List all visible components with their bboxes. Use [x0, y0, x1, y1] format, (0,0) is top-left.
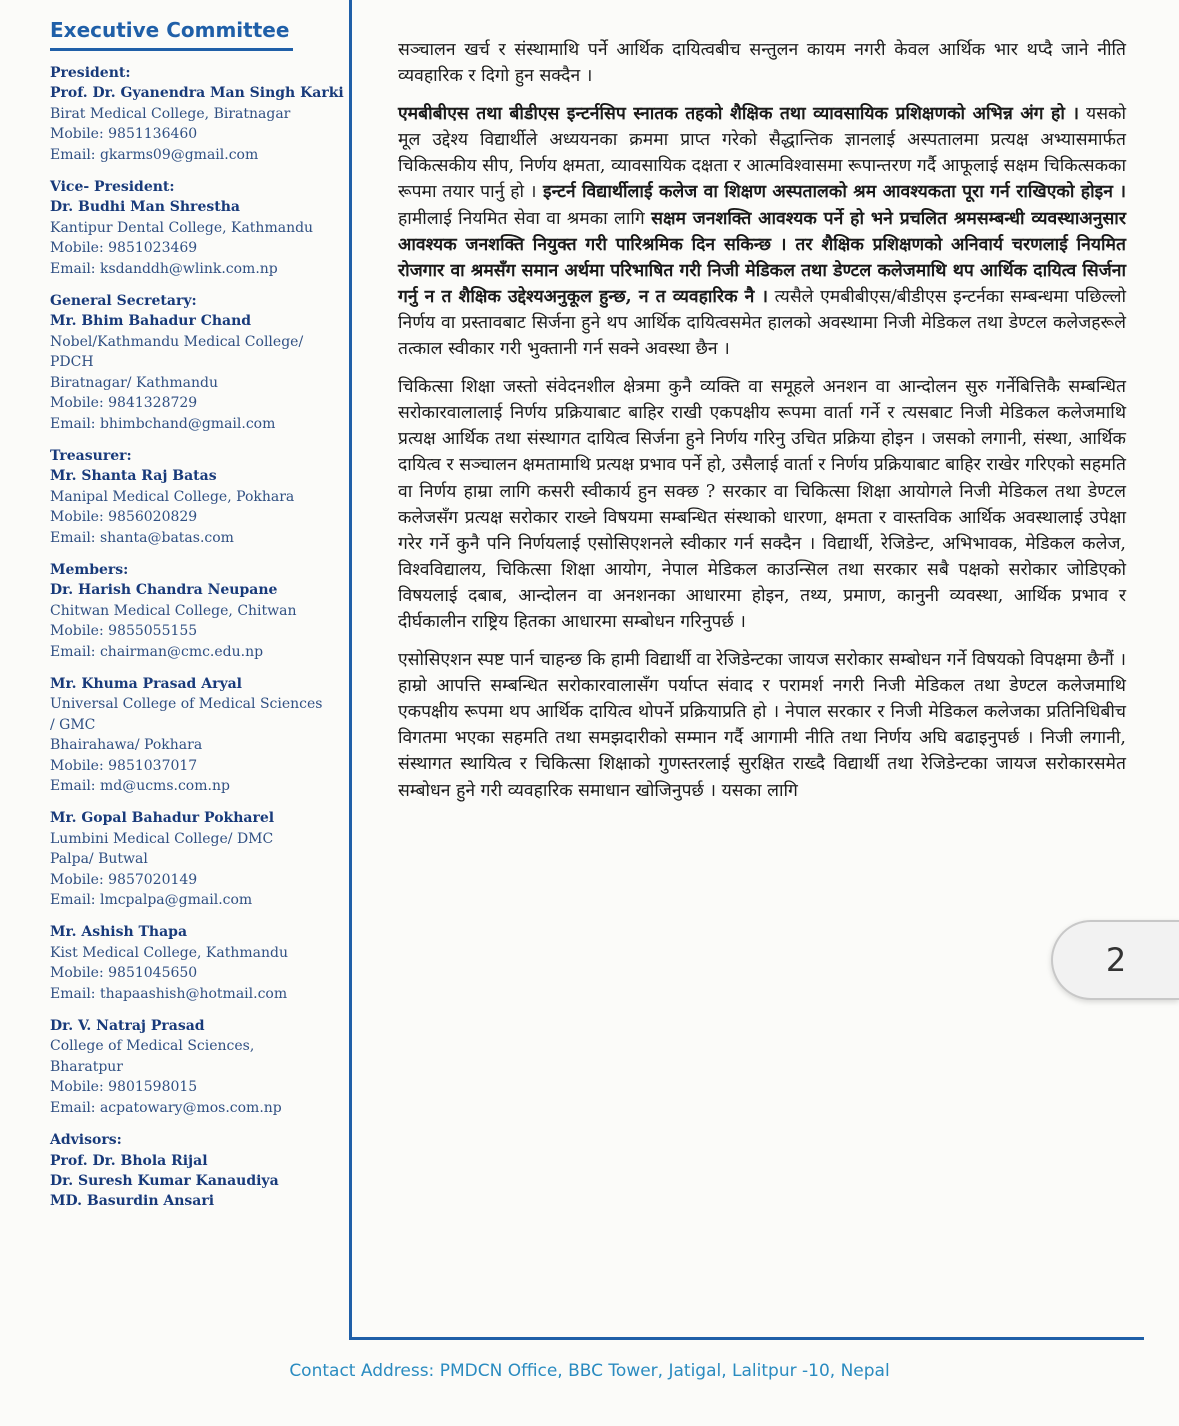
member-detail: Palpa/ Butwal [50, 851, 148, 868]
committee-role: Vice- President: [50, 179, 175, 196]
member-name: Mr. Gopal Bahadur Pokharel [50, 810, 275, 827]
executive-committee-sidebar [50, 14, 345, 1224]
committee-group [50, 922, 345, 1004]
member-name: Mr. Ashish Thapa [50, 924, 188, 941]
member-name: Dr. V. Natraj Prasad [50, 1018, 205, 1035]
committee-role: Members: [50, 561, 129, 578]
member-detail: PDCH [50, 354, 94, 371]
paragraph-text: चिकित्सा शिक्षा जस्तो संवेदनशील क्षेत्रमा कुनै व्यक्ति वा समूहले अनशन वा आन्दोलन सुरु गर्नेबित्तिकै सम्बन्धित सरोकारवालालाई निर्णय प्रक्रियाबाट बाहिर राखी एकपक्षीय रूपमा वार्ता गर्ने र त्यसबाट निजी मेडिकल कलेजमाथि प्रत्यक्ष आर्थिक तथा संस्थागत दायित्व सिर्जना हुने निर्णय गरिनु उचित प्रक्रिया होइन । जसको लगानी, संस्था, आर्थिक दायित्व र सञ्चालन क्षमतामाथि प्रत्यक्ष प्रभाव पर्ने हो, उसैलाई वार्ता र निर्णय प्रक्रियाबाट बाहिर राखेर गरिएको सहमति वा निर्णय हाम्रा लागि कसरी स्वीकार्य हुन सक्छ ? सरकार वा चिकित्सा शिक्षा आयोगले निजी मेडिकल तथा डेण्टल कलेजसँग प्रत्यक्ष सरोकार राख्ने विषयमा सम्बन्धित संस्थाको धारणा, क्षमता र वास्तविक आर्थिक अवस्थालाई उपेक्षा गरेर गर्ने कुनै पनि निर्णयलाई एसोसिएशनले स्वीकार गर्न सक्दैन । विद्यार्थी, रेजिडेन्ट, अभिभावक, मेडिकल कलेज, विश्वविद्यालय, चिकित्सा शिक्षा आयोग, नेपाल मेडिकल काउन्सिल तथा सरकार सबै पक्षको सरोकार जोडिएको विषयलाई दबाब, आन्दोलन वा अनशनका आधारमा होइन, तथ्य, प्रमाण, कानुनी व्यवस्था, आर्थिक प्रभाव र दीर्घकालीन राष्ट्रिय हितका आधारमा सम्बोधन गरिनुपर्छ । [398, 377, 1126, 632]
member-name: Mr. Khuma Prasad Aryal [50, 675, 242, 692]
member-name: Prof. Dr. Bhola Rijal [50, 1152, 208, 1169]
member-detail: Email: lmcpalpa@gmail.com [50, 892, 253, 909]
committee-group [50, 674, 345, 796]
member-name: Dr. Budhi Man Shrestha [50, 199, 240, 216]
member-detail: Mobile: 9851023469 [50, 240, 198, 257]
committee-role: General Secretary: [50, 293, 197, 310]
paragraph-text: सञ्चालन खर्च र संस्थामाथि पर्ने आर्थिक दायित्वबीच सन्तुलन कायम नगरी केवल आर्थिक भार थप्दै जाने नीति व्यवहारिक र दिगो हुन सक्दैन । [398, 40, 1126, 87]
paragraph-text: एसोसिएशन स्पष्ट पार्न चाहन्छ कि हामी विद्यार्थी वा रेजिडेन्टका जायज सरोकार सम्बोधन गर्ने विषयको विपक्षमा छैनौं । हाम्रो आपत्ति सम्बन्धित सरोकारवालासँग पर्याप्त संवाद र परामर्श नगरी निजी मेडिकल तथा डेण्टल कलेजमाथि एकपक्षीय रूपमा थप आर्थिक दायित्व थोपर्ने प्रक्रियाप्रति हो । नेपाल सरकार र निजी मेडिकल कलेजका प्रतिनिधिबीच विगतमा भएका सहमति तथा समझदारीको सम्मान गर्दै आगामी नीति तथा निर्णय अघि बढाइनुपर्छ । निजी लगानी, संस्थागत स्थायित्व र चिकित्सा शिक्षाको गुणस्तरलाई सुरक्षित राख्दै विद्यार्थी तथा रेजिडेन्टका जायज सरोकारसमेत सम्बोधन हुने गरी व्यवहारिक समाधान खोजिनुपर्छ । यसका लागि [398, 650, 1126, 801]
member-detail: Email: md@ucms.com.np [50, 778, 230, 794]
page-number: 2 [1105, 941, 1127, 979]
member-detail: Manipal Medical College, Pokhara [50, 488, 295, 505]
contact-footer: Contact Address: PMDCN Office, BBC Tower, Jatigal, Lalitpur -10, Nepal [289, 1361, 890, 1381]
member-name: Dr. Suresh Kumar Kanaudiya [50, 1172, 279, 1189]
member-detail: Chitwan Medical College, Chitwan [50, 602, 297, 619]
member-detail: Bhairahawa/ Pokhara [50, 737, 203, 754]
vertical-divider [349, 0, 352, 1340]
member-detail: Kantipur Dental College, Kathmandu [50, 219, 314, 236]
paragraph-text: यसको मूल उद्देश्य विद्यार्थीले अध्ययनका क्रममा प्राप्त गरेको सैद्धान्तिक ज्ञानलाई अस्पतालमा प्रत्यक्ष अभ्यासमार्फत चिकित्सकीय सीप, निर्णय क्षमता, व्यावसायिक दक्षता र आत्मविश्वासमा रूपान्तरण गर्दै आफूलाई सक्षम चिकित्सकका रूपमा तयार पार्नु हो । [398, 104, 1126, 203]
member-name: MD. Basurdin Ansari [50, 1193, 215, 1210]
member-detail: Mobile: 9801598015 [50, 1079, 198, 1096]
committee-role: President: [50, 65, 131, 81]
letter-paragraph [398, 647, 1126, 804]
member-detail: Birat Medical College, Biratnagar [50, 105, 291, 122]
member-name: Mr. Bhim Bahadur Chand [50, 313, 252, 330]
committee-group [50, 1016, 345, 1118]
member-detail: Email: thapaashish@hotmail.com [50, 985, 288, 1002]
member-detail: Email: bhimbchand@gmail.com [50, 415, 276, 432]
member-detail: Email: ksdanddh@wlink.com.np [50, 260, 278, 277]
emphasized-text: सक्षम जनशक्ति आवश्यक पर्ने हो भने प्रचलित श्रमसम्बन्धी व्यवस्थाअनुसार आवश्यक जनशक्ति नियुक्त गरी पारिश्रमिक दिन सकिन्छ । तर शैक्षिक प्रशिक्षणको अनिवार्य चरणलाई नियमित रोजगार वा श्रमसँग समान अर्थमा परिभाषित गरी निजी मेडिकल तथा डेण्टल कलेजमाथि थप आर्थिक दायित्व सिर्जना गर्नु न त शैक्षिक उद्देश्यअनुकूल हुन्छ, न त व्यवहारिक नै । [398, 208, 1126, 307]
committee-group [50, 63, 345, 165]
letter-paragraph [398, 374, 1126, 635]
member-detail: Mobile: 9857020149 [50, 871, 198, 888]
committee-list [50, 63, 345, 1212]
committee-group [50, 446, 345, 548]
sidebar-title: Executive Committee [50, 14, 293, 51]
committee-role: Advisors: [50, 1132, 122, 1149]
member-detail: Biratnagar/ Kathmandu [50, 374, 219, 391]
member-detail: / GMC [50, 716, 96, 733]
member-detail: Universal College of Medical Sciences [50, 696, 323, 713]
member-detail: Mobile: 9855055155 [50, 623, 198, 640]
letter-paragraph [398, 37, 1126, 89]
member-detail: Kist Medical College, Kathmandu [50, 944, 288, 961]
member-detail: College of Medical Sciences, [50, 1038, 255, 1055]
paragraph-text: त्यसैले एमबीबीएस/बीडीएस इन्टर्नका सम्बन्धमा पछिल्लो निर्णय वा प्रस्तावबाट सिर्जना हुने थप आर्थिक दायित्वसमेत हालको अवस्थामा निजी मेडिकल तथा डेण्टल कलेजहरूले तत्काल स्वीकार गरी भुक्तानी गर्न सक्ने अवस्था छैन । [398, 286, 1126, 360]
member-name: Dr. Harish Chandra Neupane [50, 582, 278, 599]
member-detail: Nobel/Kathmandu Medical College/ [50, 333, 304, 350]
committee-role: Treasurer: [50, 447, 132, 464]
member-detail: Bharatpur [50, 1058, 123, 1075]
member-detail: Mobile: 9851045650 [50, 965, 198, 982]
horizontal-divider [352, 1337, 1144, 1340]
member-name: Mr. Shanta Raj Batas [50, 468, 217, 485]
member-detail: Mobile: 9856020829 [50, 509, 198, 526]
member-detail: Email: acpatowary@mos.com.np [50, 1099, 282, 1116]
emphasized-text: इन्टर्न विद्यार्थीलाई कलेज वा शिक्षण अस्पतालको श्रम आवश्यकता पूरा गर्न राखिएको होइन । [536, 182, 1126, 203]
member-detail: Email: chairman@cmc.edu.np [50, 643, 264, 660]
member-detail: Mobile: 9851037017 [50, 757, 198, 774]
paragraph-text: हामीलाई नियमित सेवा वा श्रमका लागि [398, 208, 652, 229]
member-detail: Mobile: 9841328729 [50, 395, 198, 412]
member-detail: Mobile: 9851136460 [50, 126, 198, 143]
page-number-badge [1051, 920, 1179, 1000]
committee-group [50, 291, 345, 434]
letter-body [398, 37, 1126, 816]
committee-group [50, 177, 345, 279]
member-name: Prof. Dr. Gyanendra Man Singh Karki [50, 85, 344, 102]
member-detail: Email: shanta@batas.com [50, 529, 234, 546]
emphasized-text: एमबीबीएस तथा बीडीएस इन्टर्नसिप स्नातक तहको शैक्षिक तथा व्यावसायिक प्रशिक्षणको अभिन्न अंग हो । [398, 104, 1080, 125]
committee-group [50, 808, 345, 910]
committee-group [50, 1130, 345, 1212]
committee-group [50, 560, 345, 662]
member-detail: Lumbini Medical College/ DMC [50, 830, 274, 847]
letter-paragraph [398, 101, 1126, 362]
member-detail: Email: gkarms09@gmail.com [50, 146, 259, 163]
